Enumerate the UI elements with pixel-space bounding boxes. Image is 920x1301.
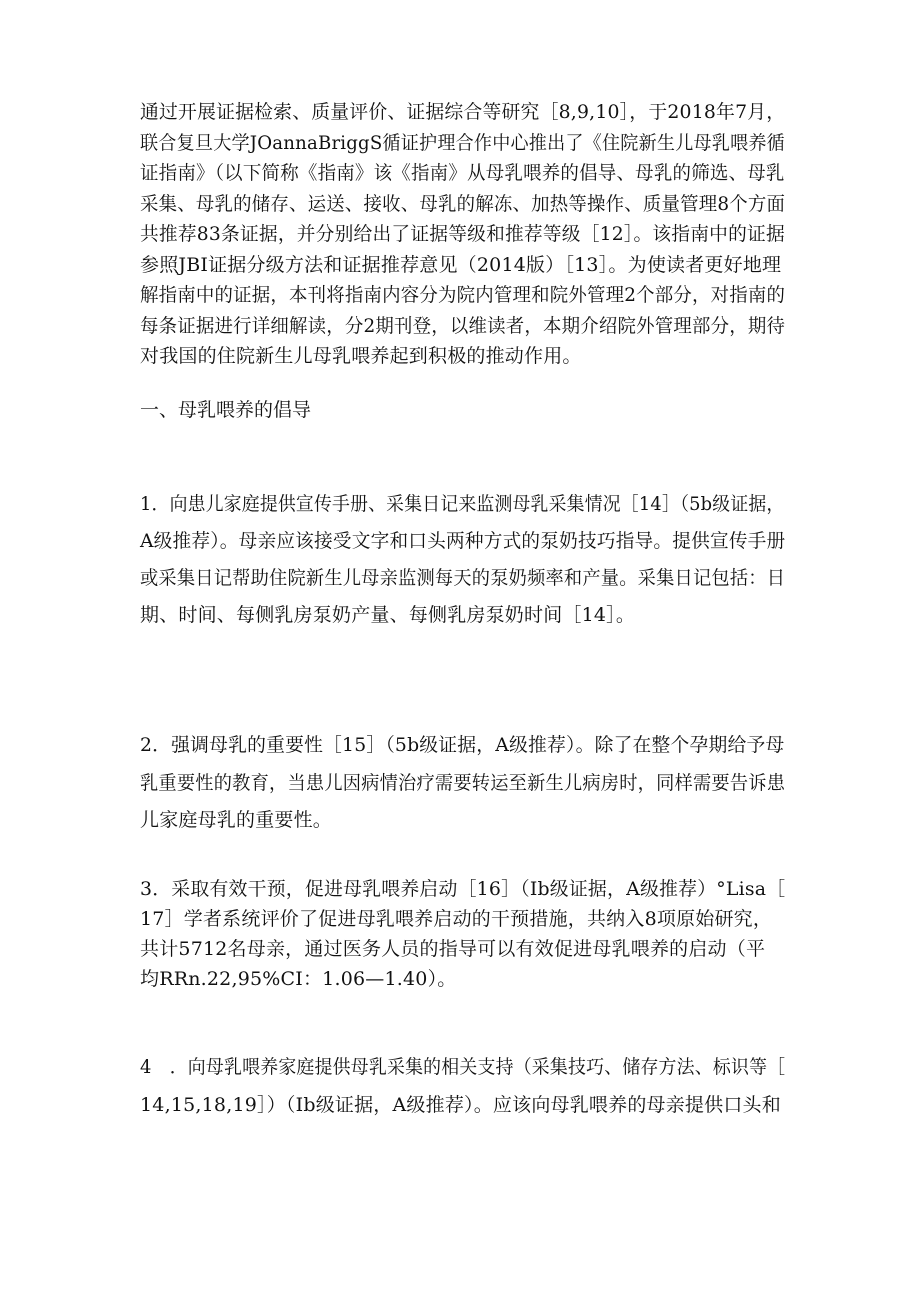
text-line: 2．强调母乳的重要性［15］（5b级证据，A级推荐）。除了在整个孕期给予母 — [140, 734, 785, 756]
item-4-paragraph — [140, 1049, 785, 1124]
text-line: 每条证据进行详细解读，分2期刊登，以维读者，本期介绍院外管理部分，期待 — [140, 314, 786, 337]
text-line: 解指南中的证据，本刊将指南内容分为院内管理和院外管理2个部分，对指南的 — [140, 284, 786, 306]
text-line: 1．向患儿家庭提供宣传手册、采集日记来监测母乳采集情况［14］（5b级证据， — [140, 493, 785, 515]
text-line: 期、时间、每侧乳房泵奶产量、每侧乳房泵奶时间［14］。 — [140, 604, 636, 626]
text-line: 3．采取有效干预，促进母乳喂养启动［16］（Ib级证据，A级推荐）°Lisa［ — [140, 878, 786, 900]
text-line: 17］学者系统评价了促进母乳喂养启动的干预措施，共纳入8项原始研究， — [140, 908, 773, 930]
text-line: 通过开展证据检索、质量评价、证据综合等研究［8,9,10］，于2018年7月， — [140, 101, 786, 123]
item-1-paragraph — [140, 486, 785, 634]
text-line: 共推荐83条证据，并分别给出了证据等级和推荐等级［12］。该指南中的证据 — [140, 223, 785, 245]
text-line: 均RRn.22,95%CI：1.06—1.40）。 — [140, 968, 457, 990]
text-line: 儿家庭母乳的重要性。 — [140, 809, 333, 831]
text-line: 联合复旦大学JOannaBriggS循证护理合作中心推出了《住院新生儿母乳喂养循 — [140, 131, 785, 154]
text-line: 14,15,18,19］）（Ib级证据，A级推荐）。应该向母乳喂养的母亲提供口头和 — [140, 1093, 781, 1116]
item-2-paragraph — [140, 727, 785, 840]
text-line: 证指南》（以下简称《指南》该《指南》从母乳喂养的倡导、母乳的筛选、母乳 — [140, 162, 785, 184]
text-line: 对我国的住院新生儿母乳喂养起到积极的推动作用。 — [140, 345, 582, 367]
text-line: 共计5712名母亲，通过医务人员的指导可以有效促进母乳喂养的启动（平 — [140, 938, 766, 960]
section-heading: 一、母乳喂养的倡导 — [140, 399, 312, 421]
text-line: 或采集日记帮助住院新生儿母亲监测每天的泵奶频率和产量。采集日记包括：日 — [140, 567, 786, 589]
intro-paragraph — [140, 97, 785, 372]
text-line: 4 ．向母乳喂养家庭提供母乳采集的相关支持（采集技巧、储存方法、标识等［ — [140, 1056, 786, 1078]
text-line: 乳重要性的教育，当患儿因病情治疗需要转运至新生儿病房时，同样需要告诉患 — [140, 771, 786, 794]
text-line: 采集、母乳的储存、运送、接收、母乳的解冻、加热等操作、质量管理8个方面 — [140, 192, 786, 215]
item-3-paragraph — [140, 874, 785, 994]
text-line: A级推荐）。母亲应该接受文字和口头两种方式的泵奶技巧指导。提供宣传手册 — [140, 530, 786, 552]
text-line: 参照JBI证据分级方法和证据推荐意见（2014版）［13］。为使读者更好地理 — [140, 253, 782, 276]
